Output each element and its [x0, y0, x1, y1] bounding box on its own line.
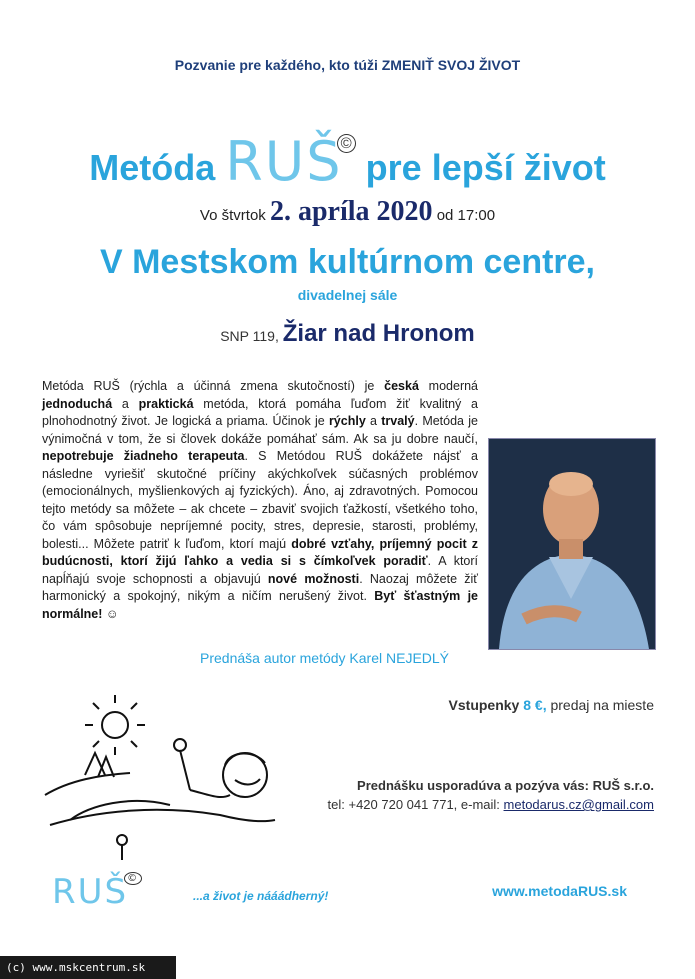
ticket-note: predaj na mieste: [550, 697, 654, 713]
ticket-price: 8 €,: [523, 697, 547, 713]
copyright-mark: ©: [337, 134, 356, 153]
rus-logo: RUŠ: [225, 130, 343, 193]
headline-post: pre lepší život: [365, 147, 606, 188]
city: Žiar nad Hronom: [282, 320, 475, 347]
slogan: ...a život je nááádherný!: [193, 889, 329, 903]
footer-watermark: (c) www.mskcentrum.sk: [0, 956, 176, 979]
address: [0, 320, 695, 348]
headline-pre: Metóda: [89, 147, 216, 188]
hall: divadelnej sále: [297, 287, 398, 303]
headline: [0, 130, 695, 193]
tickets-label: Vstupenky: [448, 697, 520, 713]
street: SNP 119,: [220, 328, 279, 344]
contact-email-link[interactable]: metodarus.cz@gmail.com: [503, 797, 654, 812]
date-line: [0, 196, 695, 228]
organizer: Prednášku usporadúva a pozýva vás: RUŠ s.r.o.: [357, 778, 654, 793]
contact-phone: tel: +420 720 041 771, e-mail:: [327, 797, 500, 812]
venue: V Mestskom kultúrnom centre,: [99, 243, 595, 281]
smiley-icon: ☺: [105, 606, 119, 621]
copyright-mark-bottom: ©: [124, 872, 142, 885]
website-link[interactable]: www.metodaRUS.sk: [492, 883, 627, 899]
event-time: od 17:00: [436, 207, 496, 224]
event-date: 2. apríla 2020: [269, 196, 433, 227]
cartoon-drawing: [40, 695, 280, 865]
description-text: Metóda RUŠ (rýchla a účinná zmena skutočností) je česká moderná jednoduchá a praktická metóda, ktorá pomáha ľuďom žiť kvalitný a plnohodnotný život. Je logická a priama. Účinok je rýchly a trvalý. Metóda je výnimočná v tom, že si človek dokáže pomáhať sám. Ak sa ju dobre naučí, nepotrebuje žiadneho terapeuta. S Metódou RUŠ dokážete nájsť a následne vyriešiť skutočné príčiny akýchkoľvek súčasných problémov (emocionálnych, myšlienkových aj fyzických). Áno, aj zdravotných. Pomocou tejto metódy sa môžete – ak chcete – zbaviť svojich ťažkostí, všetkého toho, čo vám spôsobuje nepríjemné pocity, stres, depresie, starosti, problémy, bolesti... Môžete patriť k ľuďom, ktorí majú dobré vzťahy, príjemný pocit z budúcnosti, ktorí žijú ľahko a vedia si s čímkoľvek poradiť. A ktorí napĺňajú svoje schopnosti a objavujú nové možnosti. Naozaj môžete žiť harmonický a spokojný, nikým a ničím nerušený život. Byť šťastným je normálne! ☺: [42, 378, 654, 644]
rus-logo-text: RUŠ: [52, 872, 129, 912]
contact: [328, 797, 654, 812]
date-prefix: Vo štvrtok: [199, 207, 266, 224]
author-photo: [488, 438, 656, 650]
invite-line: Pozvanie pre každého, kto túži ZMENIŤ SVOJ ŽIVOT: [174, 57, 521, 73]
author-line: Prednáša autor metódy Karel NEJEDLÝ: [200, 650, 450, 666]
tickets: [449, 697, 654, 713]
rus-logo-bottom: [52, 872, 142, 912]
